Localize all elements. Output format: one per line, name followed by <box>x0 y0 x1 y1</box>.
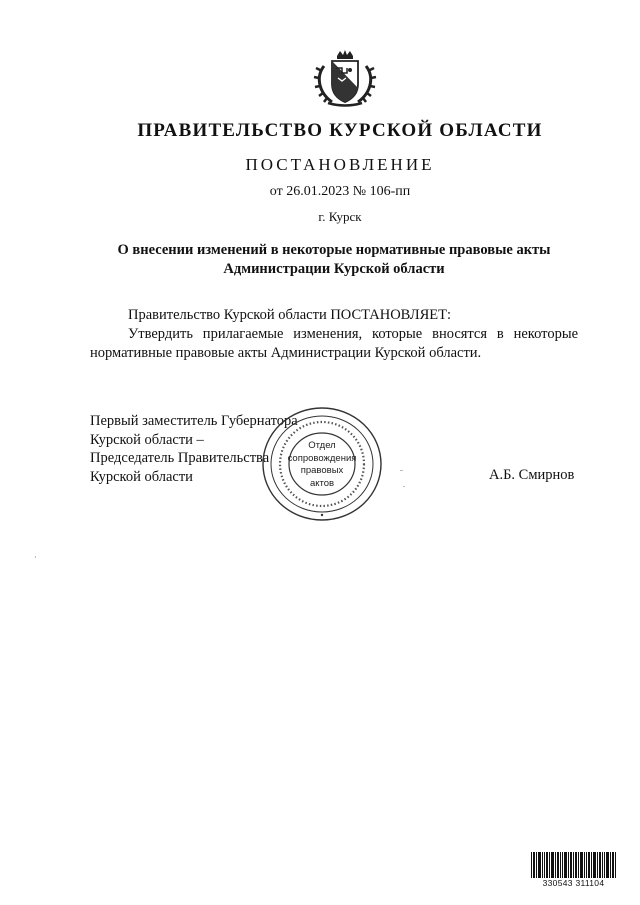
document-body <box>90 306 578 363</box>
scan-speck <box>403 486 405 487</box>
barcode-icon <box>531 852 616 878</box>
coat-of-arms-icon <box>310 48 380 108</box>
seal-line-2: сопровождения <box>287 452 357 464</box>
barcode-number: 330543 311104 <box>542 878 605 888</box>
signatory-name: А.Б. Смирнов <box>489 467 575 483</box>
body-paragraph-1: Правительство Курской области ПОСТАНОВЛЯЕТ: <box>128 307 452 323</box>
signatory-line-1: Первый заместитель Губернатора <box>90 413 298 429</box>
document-city: г. Курск <box>318 209 362 224</box>
scan-speck <box>400 470 403 471</box>
signatory-line-3: Председатель Правительства <box>90 450 270 466</box>
signatory-line-4: Курской области <box>90 468 193 485</box>
seal-line-1: Отдел <box>308 440 336 451</box>
signatory-line-2: Курской области – <box>90 431 204 448</box>
document-subject: О внесении изменений в некоторые нормативные правовые акты Администрации Курской области <box>117 242 551 277</box>
government-title: ПРАВИТЕЛЬСТВО КУРСКОЙ ОБЛАСТИ <box>137 120 543 141</box>
document-type: ПОСТАНОВЛЕНИЕ <box>245 155 435 174</box>
seal-line-3: правовых <box>300 465 344 476</box>
document-date-number: от 26.01.2023 № 106-пп <box>269 184 411 199</box>
seal-text <box>280 440 364 490</box>
body-paragraph-2: Утвердить прилагаемые изменения, которые вносятся в некоторые нормативные правовые акты Администрации Курской области. <box>90 326 578 361</box>
scan-speck <box>35 556 36 558</box>
seal-line-4: актов <box>309 477 335 489</box>
